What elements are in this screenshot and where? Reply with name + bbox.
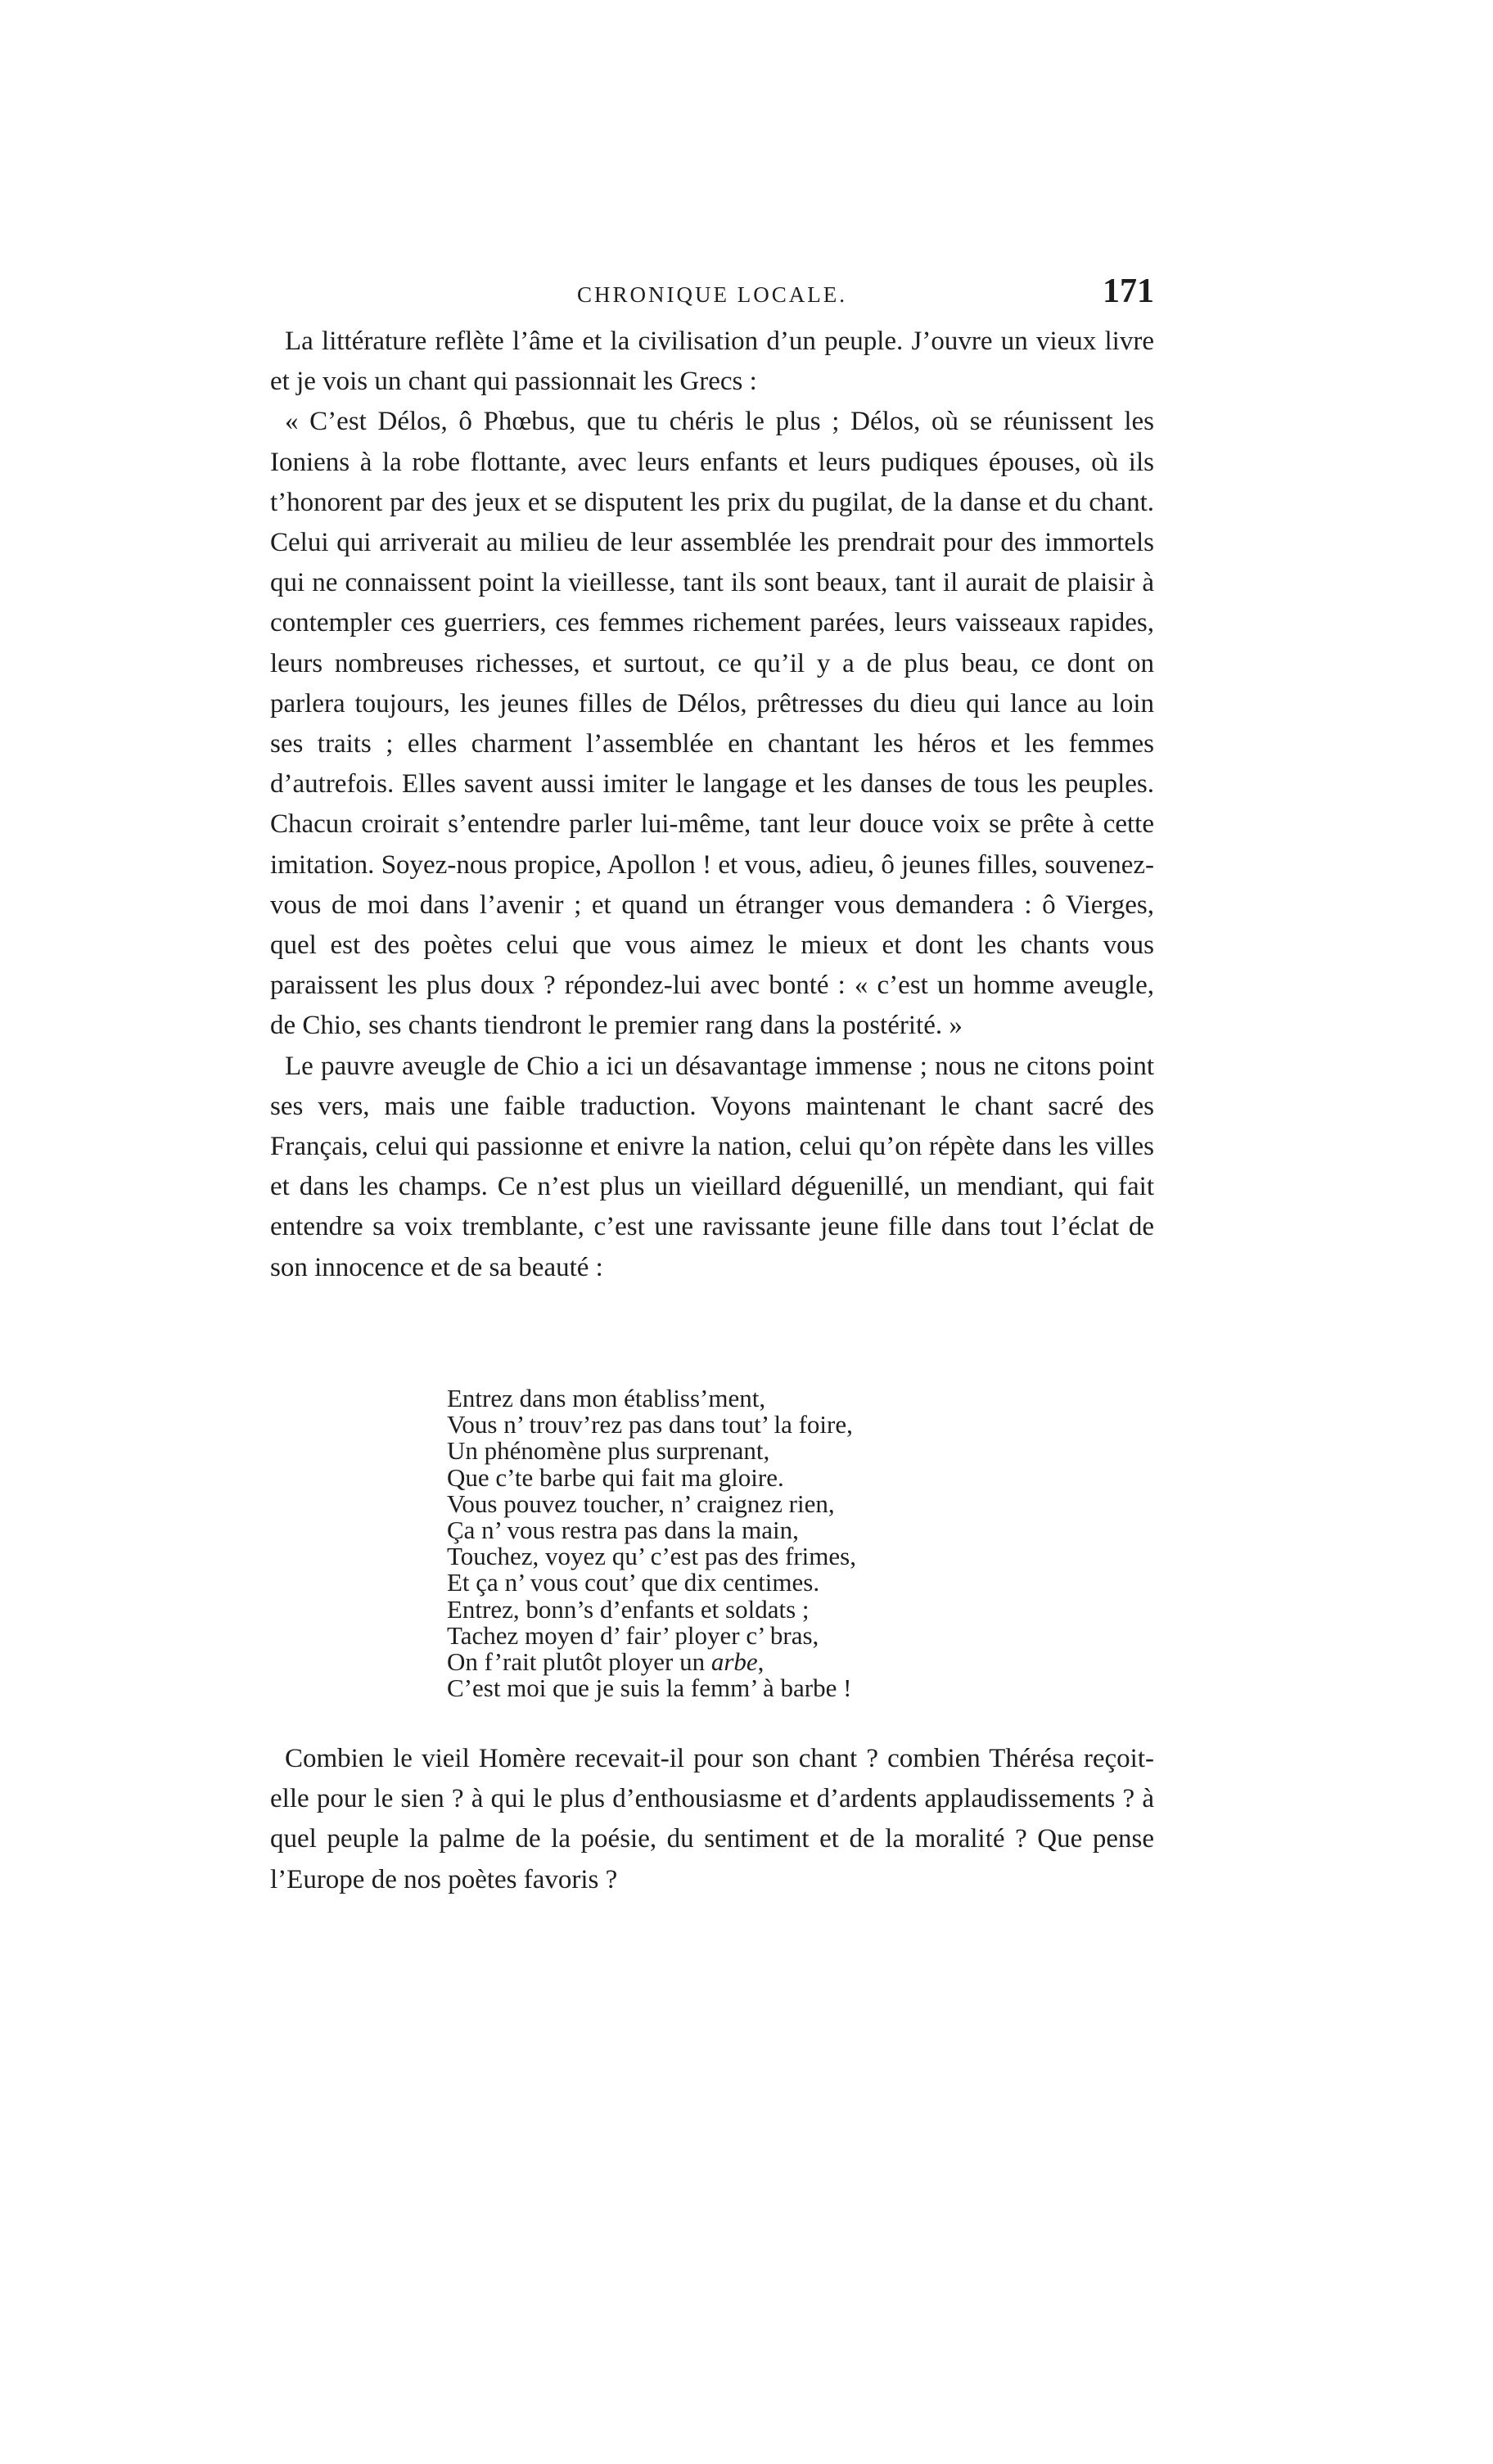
- running-head: [270, 274, 1154, 315]
- paragraph-greek-hymn: « C’est Délos, ô Phœbus, que tu chéris le plus ; Délos, où se réunissent les Ioniens à la robe flottante, avec leurs enfants et leurs pudiques épouses, où ils t’honorent par des jeux et se disputent les prix du pugilat, de la danse et du chant. Celui qui arriverait au milieu de leur assemblée les prendrait pour des immortels qui ne connaissent point la vieillesse, tant ils sont beaux, tant il aurait de plaisir à contempler ces guerriers, ces femmes richement parées, leurs vaisseaux rapides, leurs nombreuses richesses, et surtout, ce qu’il y a de plus beau, ce dont on parlera toujours, les jeunes filles de Délos, prêtresses du dieu qui lance au loin ses traits ; elles charment l’assemblée en chantant les héros et les femmes d’autrefois. Elles savent aussi imiter le langage et les danses de tous les peuples. Chacun croirait s’entendre parler lui-même, tant leur douce voix se prête à cette imitation. Soyez-nous propice, Apollon ! et vous, adieu, ô jeunes filles, souvenez-vous de moi dans l’avenir ; et quand un étranger vous demandera : ô Vierges, quel est des poètes celui que vous aimez le mieux et dont les chants vous paraissent les plus doux ? répondez-lui avec bonté : « c’est un homme aveugle, de Chio, ses chants tiendront le premier rang dans la postérité. »: [270, 407, 1154, 1041]
- running-title: CHRONIQUE LOCALE.: [577, 282, 847, 307]
- main-text: [270, 322, 1154, 1288]
- paragraph-closing: Combien le vieil Homère recevait-il pour son chant ? combien Thérésa reçoit-elle pour le sien ? à qui le plus d’enthousiasme et d’ardents applaudissements ? à quel peuple la palme de la poésie, du sentiment et de la moralité ? Que pense l’Europe de nos poètes favoris ?: [270, 1744, 1154, 1894]
- verse-line: Que c’te barbe qui fait ma gloire.: [447, 1462, 784, 1492]
- verse-text: On f’rait plutôt ployer un: [447, 1647, 711, 1677]
- verse-line: Tachez moyen d’ fair’ ployer c’ bras,: [447, 1620, 819, 1650]
- verse-line: Entrez, bonn’s d’enfants et soldats ;: [447, 1594, 810, 1624]
- verse-line: Et ça n’ vous cout’ que dix centimes.: [447, 1568, 820, 1597]
- verse-line: [447, 1649, 856, 1675]
- paragraph-intro: La littérature reflète l’âme et la civilisation d’un peuple. J’ouvre un vieux livre et je vois un chant qui passionnait les Grecs :: [270, 327, 1154, 397]
- paragraph-french-song-intro: Le pauvre aveugle de Chio a ici un désavantage immense ; nous ne citons point ses vers, mais une faible traduction. Voyons maintenant le chant sacré des Français, celui qui passionne et enivre la nation, celui qu’on répète dans les villes et dans les champs. Ce n’est plus un vieillard déguenillé, un mendiant, qui fait entendre sa voix tremblante, c’est une ravissante jeune fille dans tout l’éclat de son innocence et de sa beauté :: [270, 1051, 1154, 1282]
- verse-text: ,: [757, 1647, 765, 1677]
- verse-line: Un phénomène plus surprenant,: [447, 1436, 770, 1466]
- page-number: 171: [1103, 273, 1154, 310]
- verse-line: C’est moi que je suis la femm’ à barbe !: [447, 1673, 852, 1703]
- closing-text: [270, 1739, 1154, 1900]
- song-verse: [447, 1385, 856, 1701]
- verse-line: Entrez dans mon établiss’ment,: [447, 1384, 766, 1412]
- verse-line: Touchez, voyez qu’ c’est pas des frimes,: [447, 1542, 856, 1571]
- verse-italic-word: arbe: [710, 1647, 758, 1677]
- verse-line: Vous n’ trouv’rez pas dans tout’ la foire,: [447, 1410, 853, 1439]
- verse-line: Vous pouvez toucher, n’ craignez rien,: [447, 1489, 835, 1518]
- verse-line: Ça n’ vous restra pas dans la main,: [447, 1516, 799, 1545]
